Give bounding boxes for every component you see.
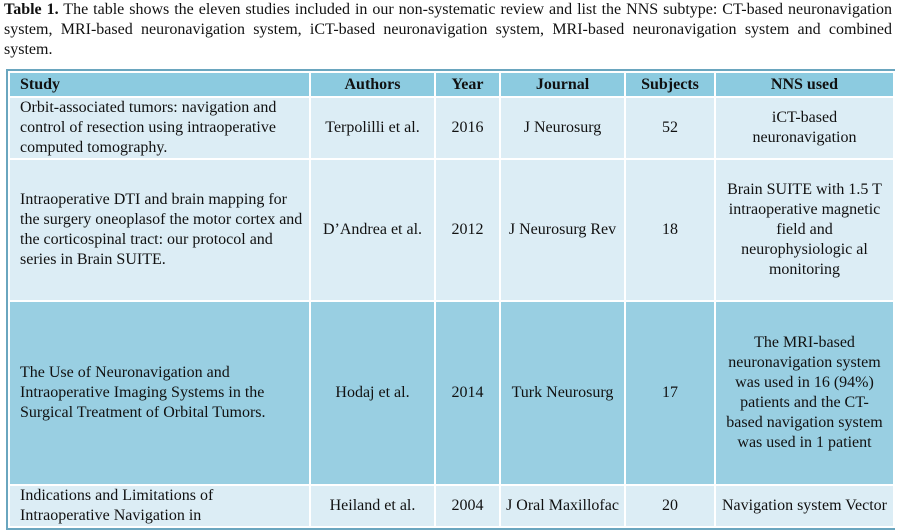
header-study: Study — [9, 72, 310, 97]
header-subjects: Subjects — [625, 72, 715, 97]
cell-year: 2004 — [435, 485, 500, 527]
header-authors: Authors — [310, 72, 435, 97]
cell-nns-used: Navigation system Vector — [715, 485, 894, 527]
cell-study: Intraoperative DTI and brain mapping for the surgery oneoplasof the motor cortex and the corticospinal tract: our protocol and series in Brain SUITE. — [9, 159, 310, 301]
cell-journal: J Oral Maxillofac — [500, 485, 625, 527]
header-nns-used: NNS used — [715, 72, 894, 97]
table-caption — [4, 0, 892, 60]
cell-authors: Terpolilli et al. — [310, 97, 435, 159]
cell-year: 2014 — [435, 301, 500, 485]
cell-subjects: 52 — [625, 97, 715, 159]
cell-authors: Hodaj et al. — [310, 301, 435, 485]
table-caption-text: The table shows the eleven studies included in our non-systematic review and list the NNS subtype: CT-based neuronavigation system, MRI-based neuronavigation system, iCT-based neuronavigation system, MRI-based neuronavigation system and combined system. — [4, 1, 892, 58]
table-caption-label: Table 1. — [4, 1, 59, 18]
table-row — [9, 301, 894, 485]
cell-subjects: 17 — [625, 301, 715, 485]
header-journal: Journal — [500, 72, 625, 97]
cell-study: The Use of Neuronavigation and Intraoperative Imaging Systems in the Surgical Treatment of Orbital Tumors. — [9, 301, 310, 485]
cell-journal: J Neurosurg Rev — [500, 159, 625, 301]
cell-study: Indications and Limitations of Intraoperative Navigation in — [9, 485, 310, 527]
cell-subjects: 18 — [625, 159, 715, 301]
cell-nns-used: Brain SUITE with 1.5 T intraoperative magnetic field and neurophysiologic al monitoring — [715, 159, 894, 301]
table-row — [9, 159, 894, 301]
cell-journal: J Neurosurg — [500, 97, 625, 159]
table-row — [9, 97, 894, 159]
cell-authors: D’Andrea et al. — [310, 159, 435, 301]
cell-year: 2012 — [435, 159, 500, 301]
cell-study: Orbit-associated tumors: navigation and control of resection using intraoperative computed tomography. — [9, 97, 310, 159]
table-row — [9, 485, 894, 527]
studies-table — [8, 71, 895, 528]
header-year: Year — [435, 72, 500, 97]
cell-subjects: 20 — [625, 485, 715, 527]
cell-nns-used: iCT-based neuronavigation — [715, 97, 894, 159]
studies-table-container — [6, 69, 895, 530]
cell-journal: Turk Neurosurg — [500, 301, 625, 485]
cell-year: 2016 — [435, 97, 500, 159]
cell-authors: Heiland et al. — [310, 485, 435, 527]
cell-nns-used: The MRI-based neuronavigation system was used in 16 (94%) patients and the CT-based navigation system was used in 1 patient — [715, 301, 894, 485]
table-header-row — [9, 72, 894, 97]
